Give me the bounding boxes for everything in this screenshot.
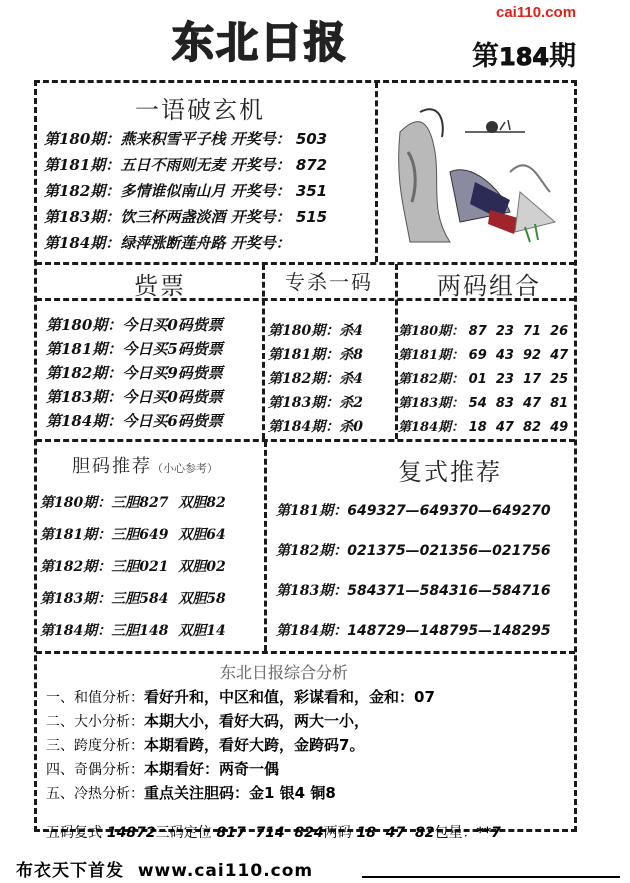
list-item: 四、奇偶分析：本期看好：两奇一偶 bbox=[46, 760, 280, 778]
issue-prefix: 第 bbox=[472, 41, 499, 72]
list-item: 第184期：杀0 bbox=[268, 419, 363, 435]
analysis-list bbox=[46, 686, 501, 841]
list-item: 第182期： 01 23 17 25 bbox=[398, 372, 569, 387]
list-item: 第181期：三胆649 双胆64 bbox=[40, 527, 226, 543]
divider bbox=[262, 264, 265, 439]
list-item: 第182期：多情谁似南山月 开奖号： 351 bbox=[44, 182, 328, 200]
newspaper-title: 东北日报 bbox=[172, 18, 349, 67]
divider bbox=[264, 441, 267, 651]
list-item: 第181期：649327—649370—649270 bbox=[276, 503, 551, 519]
kill-list bbox=[268, 320, 363, 440]
pairs-list bbox=[398, 320, 568, 440]
list-item: 第180期：三胆827 双胆82 bbox=[40, 495, 226, 511]
list-item: 第182期：三胆021 双胆02 bbox=[40, 559, 226, 575]
list-item: 一、和值分析：看好升和，中区和值，彩谋看和，金和：07 bbox=[46, 688, 435, 706]
list-item: 第181期：杀8 bbox=[268, 347, 363, 363]
footer-url: www.cai110.com bbox=[137, 861, 314, 881]
list-item: 第183期：584371—584316—584716 bbox=[276, 583, 551, 599]
site-watermark: cai110.com bbox=[496, 4, 577, 21]
list-item: 第181期： 69 43 92 47 bbox=[398, 348, 569, 363]
list-item: 三、跨度分析：本期看跨，看好大跨，金跨码7。 bbox=[46, 736, 365, 754]
list-item: 第182期：杀4 bbox=[268, 371, 363, 387]
dan-list bbox=[40, 492, 226, 652]
list-item: 第182期：021375—021356—021756 bbox=[276, 543, 551, 559]
list-item: 第183期： 54 83 47 81 bbox=[398, 396, 569, 411]
yiyu-list bbox=[44, 128, 374, 258]
dan-title: 胆码推荐（小心参考） bbox=[72, 456, 218, 477]
list-item: 二、大小分析：本期大小，看好大码，两大一小， bbox=[46, 712, 370, 730]
list-item: 第183期：今日买0码赀票 bbox=[46, 388, 223, 406]
yiyu-title: 一语破玄机 bbox=[135, 96, 265, 124]
list-item: 第184期：148729—148795—148295 bbox=[276, 623, 551, 639]
list-item: 第180期：燕来积雪平子栈 开奖号： 503 bbox=[44, 130, 328, 148]
footer bbox=[16, 856, 313, 881]
divider bbox=[375, 82, 378, 262]
list-item: 第180期：今日买0码赀票 bbox=[46, 316, 223, 334]
pairs-title: 两码组合 bbox=[437, 272, 541, 300]
list-item: 第180期：杀4 bbox=[268, 323, 363, 339]
divider bbox=[36, 262, 575, 265]
kill-title: 专杀一码 bbox=[285, 270, 373, 294]
list-item: 第180期： 87 23 71 26 bbox=[398, 324, 569, 339]
issue-number bbox=[472, 34, 576, 73]
fushi-list bbox=[276, 500, 551, 660]
list-item: 第183期：杀2 bbox=[268, 395, 363, 411]
issue-value: 184 bbox=[499, 43, 550, 71]
list-item: 第184期：绿萍涨断莲舟路 开奖号： bbox=[44, 234, 291, 252]
list-item: 第181期：五日不雨则无麦 开奖号： 872 bbox=[44, 156, 328, 174]
list-item: 第183期：三胆584 双胆58 bbox=[40, 591, 226, 607]
ink-painting-image bbox=[390, 92, 560, 252]
issue-suffix: 期 bbox=[549, 41, 577, 72]
list-item: 五码复式 14872三码定位 817 714 824两码 18 47 82包星：**7 bbox=[46, 825, 501, 841]
footer-text: 布衣天下首发 bbox=[16, 861, 124, 881]
list-item: 第183期：饮三杯两盏淡酒 开奖号： 515 bbox=[44, 208, 328, 226]
list-item: 第182期：今日买9码赀票 bbox=[46, 364, 223, 382]
tickets-list bbox=[46, 314, 223, 434]
list-item: 第181期：今日买5码赀票 bbox=[46, 340, 223, 358]
list-item: 第184期： 18 47 82 49 bbox=[398, 420, 569, 435]
fushi-title: 复式推荐 bbox=[398, 458, 502, 486]
dan-note: （小心参考） bbox=[152, 462, 218, 475]
analysis-title: 东北日报综合分析 bbox=[220, 663, 349, 682]
footer-line bbox=[362, 876, 620, 878]
list-item: 第184期：今日买6码赀票 bbox=[46, 412, 223, 430]
tickets-title: 赀票 bbox=[134, 272, 186, 300]
list-item: 五、冷热分析：重点关注胆码：金1 银4 铜8 bbox=[46, 784, 336, 802]
list-item: 第184期：三胆148 双胆14 bbox=[40, 623, 226, 639]
